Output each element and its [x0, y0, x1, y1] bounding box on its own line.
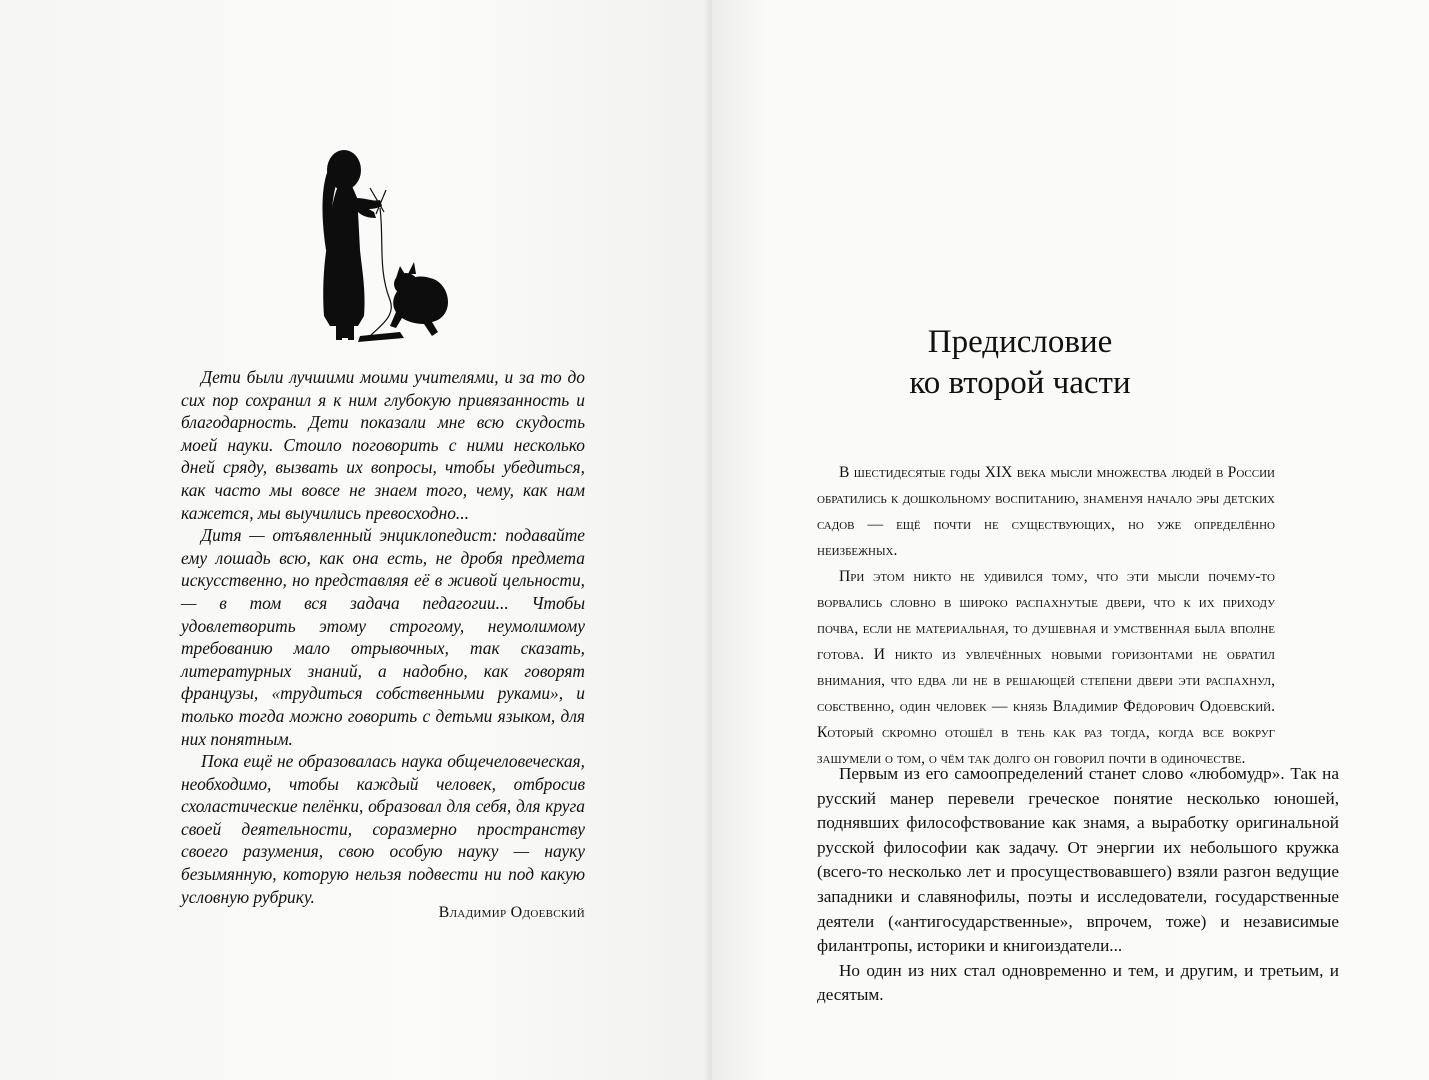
preface-body [817, 762, 1339, 1008]
intro-paragraph: При этом никто не удивился тому, что эти мысли почему-то ворвались словно в широко распахнутые двери, что к их приходу почва, если не материальная, то душевная и умственная была вполне готова. И никто из увлечённых новыми горизонтами не обратил внимания, что едва ли не в решающей степени двери эти распахнул, собственно, один человек — князь Владимир Фёдорович Одоевский. Который скромно отошёл в тень как раз тогда, когда все вокруг зашумели о том, о чём так долго он говорил почти в одиночестве. [817, 568, 1275, 767]
chapter-title [840, 322, 1200, 404]
chapter-title-line: ко второй части [909, 365, 1131, 401]
epigraph-author: Владимир Одоевский [438, 904, 585, 921]
intro-paragraph: В шестидесятые годы XIX века мысли множества людей в России обратились к дошкольному воспитанию, знаменуя начало эры детских садов — ещё почти не существующих, но уже определённо неизбежных. [817, 464, 1275, 559]
chapter-title-line: Предисловие [927, 324, 1113, 360]
girl-knitting-with-cat-silhouette-icon [300, 140, 460, 350]
epigraph-paragraph: Дети были лучшими моими учителями, и за то до сих пор сохранил я к ним глубокую привязанность и благодарность. Дети показали мне всю скудость моей науки. Стоило поговорить с ними несколько дней сряду, вызвать их вопросы, чтобы убедиться, как часто мы вовсе не знаем того, чему, как нам кажется, мы выучились превосходно... [181, 367, 585, 523]
body-paragraph: Но один из них стал одновременно и тем, и другим, и третьим, и десятым. [817, 960, 1339, 1005]
preface-intro [817, 460, 1275, 772]
body-paragraph: Первым из его самоопределений станет слово «любомудр». Так на русский манер перевели греческое понятие несколько юношей, поднявших философствование как знамя, а выработку оригинальной русской философии как задачу. От энергии их небольшого кружка (всего-то несколько лет и просуществовавшего) взяли разгон ведущие западники и славянофилы, поэты и исследователи, государственные деятели («антигосударственные», впрочем, тоже) и независимые филантропы, историки и книгоиздатели... [817, 764, 1339, 956]
epigraph-paragraph: Дитя — отъявленный энциклопедист: подавайте ему лошадь всю, как она есть, не дробя предмета искусственно, но представляя её в живой цельности, — в том вся задача педагогии... Чтобы удовлетворить этому строгому, неумолимому требованию мало отрывочных, так сказать, литературных знаний, а надобно, как говорят французы, «трудиться собственными руками», и только тогда можно говорить с детьми языком, для них понятным. [181, 525, 585, 749]
epigraph-paragraph: Пока ещё не образовалась наука общечеловеческая, необходимо, чтобы каждый человек, отбросив схоластические пелёнки, образовал для себя, для круга своей деятельности, соразмерно пространству своего разумения, свою особую науку — науку безымянную, которую нельзя подвести ни под какую условную рубрику. [181, 751, 585, 907]
epigraph [181, 366, 585, 908]
left-page [0, 0, 712, 1080]
